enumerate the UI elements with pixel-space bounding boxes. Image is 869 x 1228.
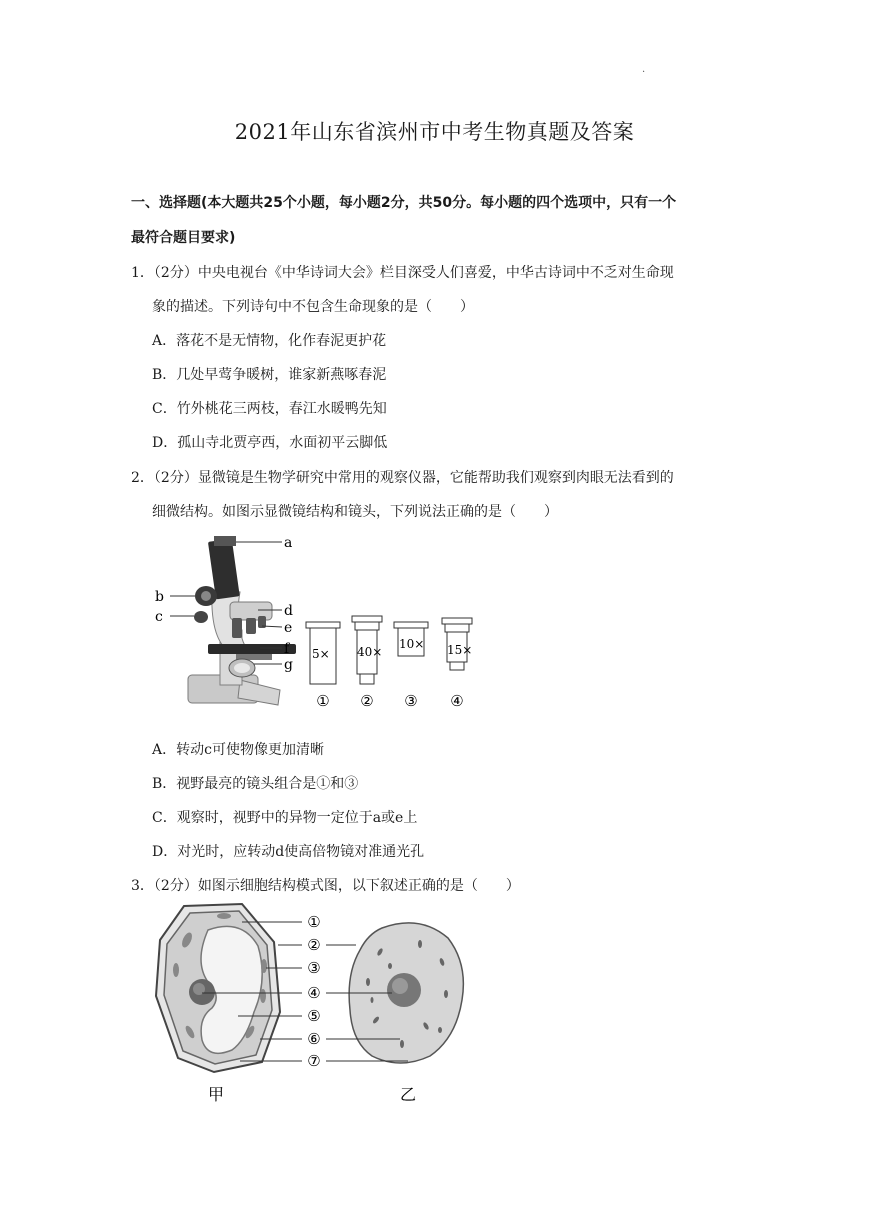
q2-option-c: C．观察时，视野中的异物一定位于a或e上 [152,810,418,826]
q1-option-a: A．落花不是无情物，化作春泥更护花 [152,333,387,349]
question-1-line1: 1．（2分）中央电视台《中华诗词大会》栏目深受人们喜爱，中华古诗词中不乏对生命现 [131,265,674,281]
cell-label-1: ① [307,913,321,931]
q1-option-c: C．竹外桃花三两枝，春江水暖鸭先知 [152,401,387,417]
cell-label-2: ② [307,936,321,954]
q2-option-d: D．对光时，应转动d使高倍物镜对准通光孔 [152,844,425,860]
caption-jia: 甲 [207,1085,225,1104]
label-d: d [284,603,293,619]
cell-label-4: ④ [307,984,321,1002]
lens-1-mag: 5× [312,647,330,661]
label-f: f [284,641,290,657]
question-1-line2: 象的描述。下列诗句中不包含生命现象的是（ ） [152,299,474,315]
microscope-illustration [188,536,296,705]
microscope-figure [150,530,490,720]
q1-option-b: B．几处早莺争暖树，谁家新燕啄春泥 [152,367,387,383]
lens-3-num: ③ [404,692,418,710]
label-b: b [155,589,164,605]
question-2-line1: 2．（2分）显微镜是生物学研究中常用的观察仪器，它能帮助我们观察到肉眼无法看到的 [131,470,674,486]
page-title: 2021年山东省滨州市中考生物真题及答案 [234,120,635,144]
q2-option-a: A．转动c可使物像更加清晰 [152,742,324,758]
lens-1-num: ① [316,692,330,710]
caption-yi: 乙 [399,1085,417,1104]
label-c: c [155,609,163,625]
cell-label-7: ⑦ [307,1052,321,1070]
cell-label-5: ⑤ [307,1007,321,1025]
lens-3-mag: 10× [399,637,425,651]
label-g: g [284,657,293,673]
lens-2-num: ② [360,692,374,710]
plant-cell [156,904,280,1072]
question-2-line2: 细微结构。如图示显微镜结构和镜头，下列说法正确的是（ ） [152,504,558,520]
cell-label-3: ③ [307,959,321,977]
header-mark: . [642,64,646,75]
question-3-line1: 3．（2分）如图示细胞结构模式图，以下叙述正确的是（ ） [131,878,520,894]
lens-4-num: ④ [450,692,464,710]
q1-option-d: D．孤山寺北贾亭西，水面初平云脚低 [152,435,388,451]
section-heading-line1: 一、选择题(本大题共25个小题，每小题2分，共50分。每小题的四个选项中，只有一个 [131,195,677,211]
cell-figure [150,900,470,1115]
label-a: a [284,535,293,551]
label-e: e [284,620,293,636]
lens-2-mag: 40× [357,645,383,659]
lens-4-mag: 15× [447,643,473,657]
q2-option-b: B．视野最亮的镜头组合是①和③ [152,776,359,792]
cell-label-6: ⑥ [307,1030,321,1048]
section-heading-line2: 最符合题目要求) [131,230,236,246]
